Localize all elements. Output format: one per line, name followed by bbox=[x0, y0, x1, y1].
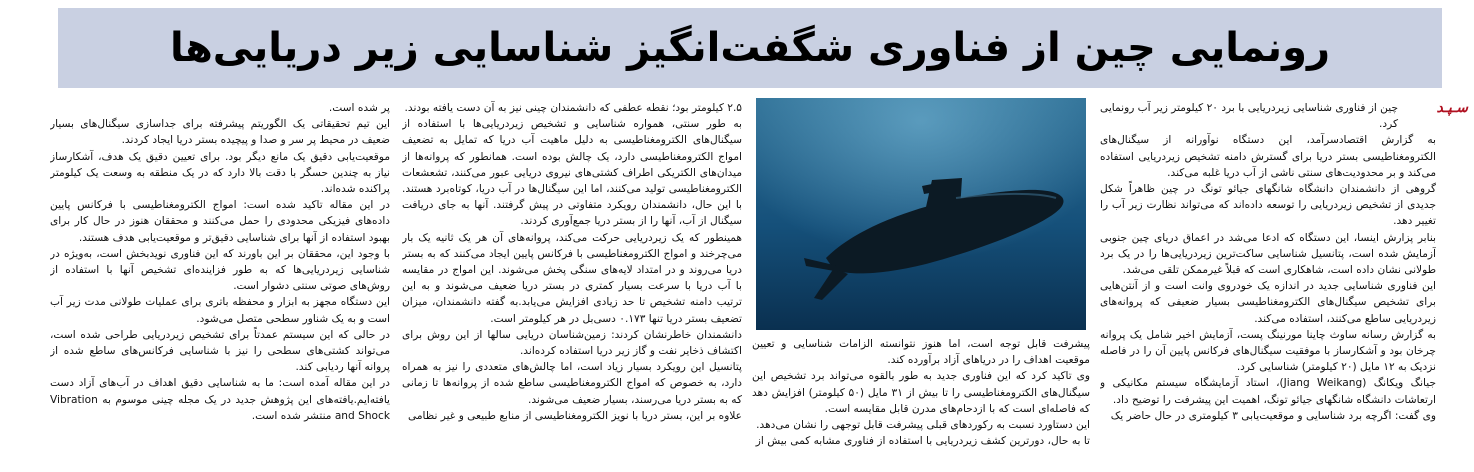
paragraph: چین از فناوری شناسایی زیردریایی با برد ۲۰ کیلومتر زیر آب رونمایی کرد. bbox=[1100, 102, 1398, 131]
paragraph: دانشمندان خاطرنشان کردند: زمین‌شناسان دریایی سالها از این روش برای اکتشاف ذخایر نفت و گاز زیر دریا استفاده کرده‌اند. bbox=[402, 328, 742, 358]
headline: رونمایی چین از فناوری شگفت‌انگیز شناسایی زیر دریایی‌ها bbox=[170, 25, 1330, 71]
paragraph: پتانسیل این رویکرد بسیار زیاد است، اما چالش‌های متعددی را نیز به همراه دارد، به خصوص که امواج الکترومغناطیسی ساطع شده از پروانه‌ها تا زمانی که به بستر دریا می‌رسند، بسیار ضعیف می‌شوند. bbox=[402, 361, 742, 406]
submarine-photo bbox=[756, 98, 1086, 330]
paragraph: تا به حال، دورترین کشف زیردریایی با استفاده از فناوری مشابه کمی بیش از bbox=[755, 435, 1090, 448]
paragraph: گروهی از دانشمندان دانشگاه شانگهای جیائو تونگ در چین ظاهراً شکل جدیدی از تشخیص زیردریایی را توسعه داده‌اند که می‌تواند نظارت زیر آب را تغییر دهد. bbox=[1100, 183, 1436, 228]
paragraph: ۲.۵ کیلومتر بود؛ نقطه عطفی که دانشمندان چینی نیز به آن دست یافته بودند. bbox=[404, 102, 742, 114]
paragraph: به گزارش اقتصادسرآمد، این دستگاه نوآورانه از سیگنال‌های الکترومغناطیسی بستر دریا برای گسترش دامنه تشخیص زیردریایی استفاده می‌کند و بر محدودیت‌های سنتی ناشی از آب دریا غلبه می‌کند. bbox=[1100, 134, 1436, 179]
article-column-3 bbox=[402, 100, 742, 472]
paragraph: به طور سنتی، همواره شناسایی و تشخیص زیردریایی‌ها با استفاده از سیگنال‌های الکترومغناطیسی به دلیل ماهیت آب دریا که تمایل به تضعیف امواج الکترومغناطیسی دارد، یک چالش بوده است. همانطور که پروانه‌ها از میدان‌های الکتریکی اطراف کشتی‌های نیروی دریایی عبور می‌کنند، تشعشعات الکترومغناطیسی تولید می‌کنند، اما این سیگنال‌ها در آب دریا، کوتاه‌برد هستند. با این حال، دانشمندان رویکرد متفاوتی در پیش گرفتند. آنها به جای دریافت سیگنال از آب، آنها را از بستر دریا جمع‌آوری کردند. bbox=[402, 118, 742, 228]
paragraph: موقعیت‌یابی دقیق یک مانع دیگر بود. برای تعیین دقیق یک هدف، آشکارساز نیاز به چندین حسگر با دقت بالا دارد که در یک منطقه به وسعت یک کیلومتر پراکنده شده‌اند. bbox=[50, 150, 390, 196]
paragraph: جیانگ ویکانگ (Jiang Weikang)، استاد آزمایشگاه سیستم مکانیکی و ارتعاشات دانشگاه شانگهای جیائو تونگ، اهمیت این پیشرفت را توضیح داد. bbox=[1100, 377, 1436, 406]
article-column-4 bbox=[50, 100, 390, 472]
paragraph: وی گفت: اگرچه برد شناسایی و موقعیت‌یابی ۳ کیلومتری در حال حاضر یک bbox=[1110, 409, 1436, 422]
paragraph: در این مقاله آمده است: ما به شناسایی دقیق اهداف در آب‌های آزاد دست یافته‌ایم.یافته‌های این پژوهش جدید در یک مجله چینی موسوم به Vibration and Shock منتشر شده است. bbox=[50, 377, 390, 422]
paragraph: بنابر پزارش اینسا، این دستگاه که ادعا می‌شد در اعماق دریای چین جنوبی آزمایش شده است، پتانسیل شناسایی ساکت‌ترین زیردریایی‌ها را در یک برد طولانی نشان داده است، شاهکاری است که قبلاً غیرممکن تلقی می‌شد. bbox=[1100, 231, 1436, 277]
paragraph: پیشرفت قابل توجه است، اما هنوز نتوانسته الزامات شناسایی و تعیین موقعیت اهداف را در دریاهای آزاد برآورده کند. bbox=[752, 338, 1090, 367]
publication-logo: سـپـد bbox=[1436, 100, 1468, 116]
paragraph: این فناوری شناسایی جدید در اندازه یک خودروی وانت است و از آنتن‌هایی برای تشخیص سیگنال‌های الکترومغناطیسی بسیار ضعیفی که پروانه‌های زیردریایی ساطع می‌کنند، استفاده می‌کند. bbox=[1100, 280, 1436, 325]
paragraph: در این مقاله تاکید شده است: امواج الکترومغناطیسی با فرکانس پایین داده‌های فیزیکی محدودی را حمل می‌کنند و محققان هنوز در حال کار برای بهبود استفاده از آنها برای شناسایی دقیق‌تر و موقعیت‌یابی هدف هستند. bbox=[50, 199, 390, 244]
paragraph: به گزارش رسانه ساوث چاینا مورنینگ پست، آزمایش اخیر شامل یک پروانه چرخان بود و آشکارساز با موفقیت سیگنال‌های فرکانس پایین آن را در فاصله نزدیک به ۱۲ مایل (۲۰ کیلومتر) شناسایی کرد. bbox=[1100, 328, 1436, 374]
paragraph: همینطور که یک زیردریایی حرکت می‌کند، پروانه‌های آن هر یک ثانیه یک بار می‌چرخند و امواج الکترومغناطیسی با فرکانس پایین ایجاد می‌کنند که به بستر دریا می‌روند و در امتداد لایه‌های سنگی پخش می‌شوند. این امواج در مقایسه با آب دریا با سرعت بسیار کمتری در بستر دریا ضعیف می‌شوند و به این ترتیب دامنه تشخیص تا حد زیادی افزایش می‌یابد.به گفته دانشمندان، میزان تضعیف بستر دریا تنها ۰.۱۷۳ دسی‌بل در هر کیلومتر است. bbox=[402, 231, 742, 325]
paragraph: در حالی که این سیستم عمدتاً برای تشخیص زیردریایی طراحی شده است، می‌تواند کشتی‌های سطحی را نیز با شناسایی فرکانس‌های ساطع شده از پروانه آنها ردیابی کند. bbox=[50, 328, 390, 374]
paragraph: این دستاورد نسبت به رکوردهای قبلی پیشرفت قابل توجهی را نشان می‌دهد. bbox=[756, 419, 1090, 432]
paragraph: با وجود این، محققان بر این باورند که این فناوری نویدبخش است، به‌ویژه در شناسایی زیردریایی‌ها که به طور فزاینده‌ای تشخیص آنها با استفاده از روش‌های صوتی سنتی دشوار است. bbox=[50, 247, 390, 293]
paragraph: علاوه بر این، بستر دریا با نویز الکترومغناطیسی از منابع طبیعی و غیر نظامی bbox=[408, 409, 742, 422]
article-column-1 bbox=[1100, 100, 1436, 472]
article-column-2 bbox=[752, 336, 1090, 472]
submarine-illustration bbox=[756, 98, 1086, 330]
paragraph: پر شده است. bbox=[328, 102, 390, 114]
headline-banner bbox=[58, 8, 1442, 88]
paragraph: وی تاکید کرد که این فناوری جدید به طور بالقوه می‌تواند برد تشخیص این سیگنال‌های الکترومغناطیسی را تا بیش از ۳۱ مایل (۵۰ کیلومتر) افزایش دهد که فاصله‌ای است که با ازدحام‌های مدرن قابل مقایسه است. bbox=[752, 370, 1090, 415]
paragraph: این دستگاه مجهز به ابزار و محفظه باتری برای عملیات طولانی مدت زیر آب است و به یک شناور سطحی متصل می‌شود. bbox=[50, 296, 390, 325]
paragraph: این تیم تحقیقاتی یک الگوریتم پیشرفته برای جداسازی سیگنال‌های بسیار ضعیف در محیط پر سر و صدا و پیچیده بستر دریا ایجاد کردند. bbox=[50, 118, 390, 147]
